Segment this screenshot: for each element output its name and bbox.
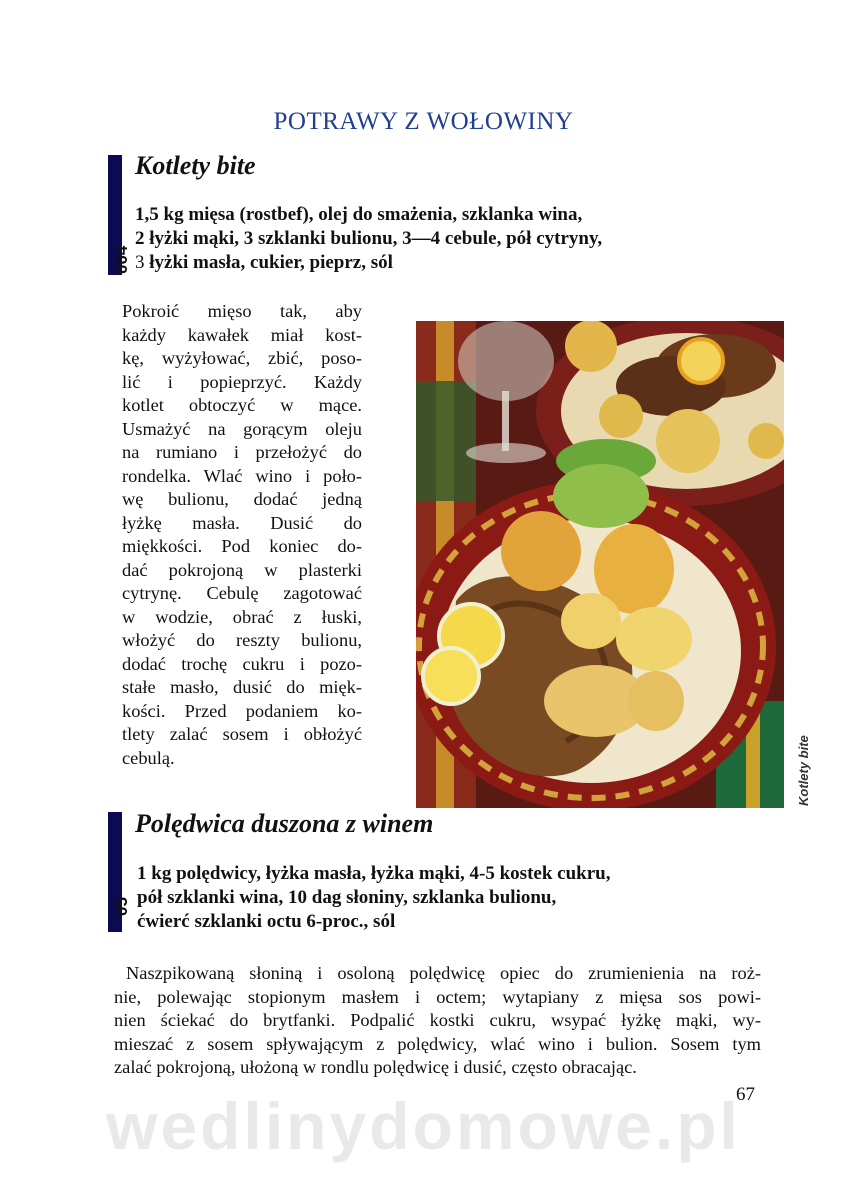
text-line: nie, polewając stopionym masłem i octem; wytapiany z mięsa sos powi-	[114, 986, 761, 1007]
recipe-title: Polędwica duszona z winem	[135, 809, 434, 838]
text-line: tlety zalać sosem i obłożyć	[122, 724, 362, 744]
ingredients-line	[135, 251, 602, 275]
text-line: Naszpikowaną słoniną i osoloną polędwicę opiec do zrumienienia na roż-	[126, 963, 761, 983]
watermark: wedlinydomowe.pl	[106, 1089, 741, 1163]
text-line: lić i popieprzyć. Każdy	[122, 371, 362, 392]
recipe-instructions	[114, 962, 761, 1080]
text-line: dać pokrojoną w plasterki	[122, 559, 362, 580]
ingredients-line: ćwierć szklanki octu 6-proc., sól	[137, 911, 396, 932]
ingredients-list	[135, 203, 602, 275]
ingredients-line-rest: łyżki masła, cukier, pieprz, sól	[149, 252, 393, 273]
recipe-number: 004	[112, 245, 131, 274]
text-line: stałe masło, dusić do mięk-	[122, 677, 362, 697]
text-line: dodać trochę cukru i pozo-	[122, 653, 362, 674]
text-line: zalać pokrojoną, ułożoną w rondlu polędwicę i dusić, często obracając.	[114, 1057, 637, 1077]
recipe-number: 05	[112, 897, 131, 916]
text-line: łyżkę masła. Dusić do	[122, 512, 362, 533]
text-line: cebulą.	[122, 747, 175, 768]
recipe-instructions	[122, 300, 362, 770]
text-line: kotlet obtoczyć w mące.	[122, 395, 362, 415]
text-line: na rumiano i przełożyć do	[122, 442, 362, 462]
text-line: Pokroić mięso tak, aby	[122, 301, 362, 321]
text-line: Usmażyć na gorącym oleju	[122, 418, 362, 439]
text-line: rondelka. Wlać wino i poło-	[122, 465, 362, 486]
text-line: cytrynę. Cebulę zagotować	[122, 583, 362, 603]
text-line: każdy kawałek miał kost-	[122, 324, 362, 345]
text-line: mieszać z sosem spływającym z polędwicy, wlać wino i bulion. Sosem tym	[114, 1033, 761, 1054]
ingredients-line: 1,5 kg mięsa (rostbef), olej do smażenia, szklanka wina,	[135, 204, 583, 225]
ingredients-line: 1 kg polędwicy, łyżka masła, łyżka mąki, 4-5 kostek cukru,	[137, 863, 611, 884]
section-header: POTRAWY Z WOŁOWINY	[273, 108, 574, 135]
text-line: w wodzie, obrać z łuski,	[122, 606, 362, 627]
page-number: 67	[736, 1084, 755, 1105]
ingredients-line: pół szklanki wina, 10 dag słoniny, szklanka bulionu,	[137, 887, 557, 908]
text-line: kości. Przed podaniem ko-	[122, 700, 362, 721]
text-line: wę bulionu, dodać jedną	[122, 489, 362, 509]
text-line: nien ściekać do brytfanki. Podpalić kostki cukru, wsypać łyżkę mąki, wy-	[114, 1010, 761, 1030]
dish-photo	[416, 321, 784, 808]
ingredients-lead: 3	[135, 252, 145, 273]
recipe-title: Kotlety bite	[135, 151, 256, 180]
text-line: kę, wyżyłować, zbić, poso-	[122, 348, 362, 368]
text-line: włożyć do reszty bulionu,	[122, 630, 362, 650]
ingredients-line: 2 łyżki mąki, 3 szklanki bulionu, 3—4 cebule, pół cytryny,	[135, 228, 603, 249]
text-line: miękkości. Pod koniec do-	[122, 536, 362, 556]
ingredients-list	[137, 862, 610, 934]
photo-caption: Kotlety bite	[796, 735, 811, 806]
